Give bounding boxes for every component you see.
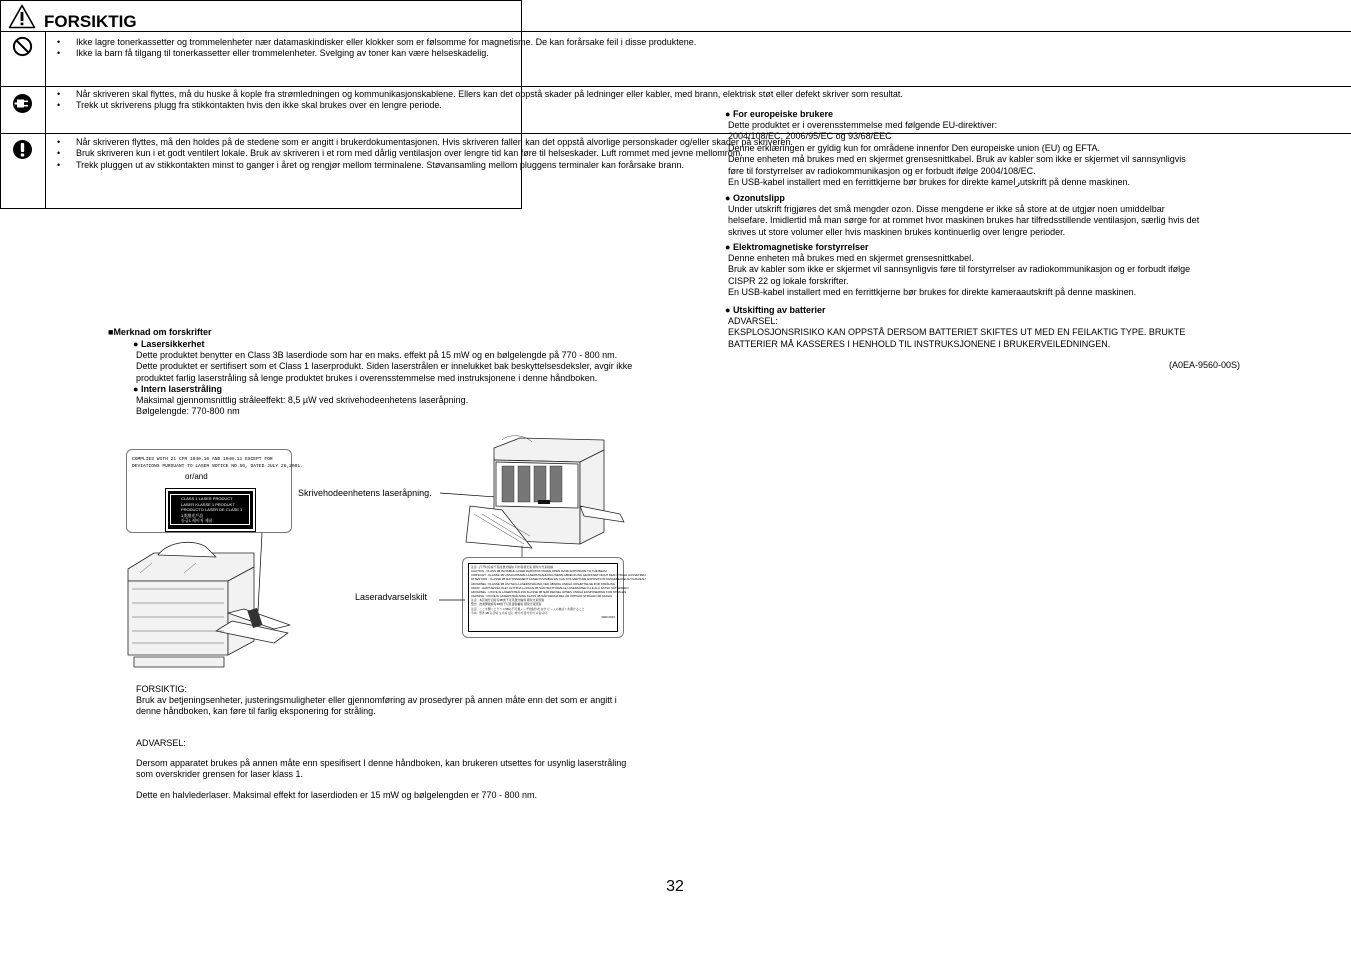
page-number: 32 [666, 878, 684, 895]
prohibition-icon [12, 36, 33, 57]
caution-list [57, 89, 1343, 112]
caution-note-text: Bruk av betjeningsenheter, justeringsmuligheter eller gjennomføring av prosedyrer på annen måte enn det som er angitt i denne håndboken, kan føre til farlig eksponering for stråling. [136, 695, 617, 717]
laser-safety-heading: ● Lasersikkerhet [133, 339, 205, 349]
warning-label-caption: Laseradvarselskilt [355, 592, 428, 602]
or-and-text: or/and [185, 472, 208, 481]
battery-heading: ● Utskifting av batterier [725, 305, 826, 315]
list-item: • Bruk skriveren kun i et godt ventilert lokale. Bruk av skriveren i et rom med dårlig ventilasjon over lengre tid kan føre til helseskader. Luft rommet med jevne mellomrom. [57, 148, 1343, 159]
list-item: • Trekk pluggen ut av stikkontakten minst to ganger i året og rengjør mellom terminalene. Støvansamling mellom pluggens terminaler kan forårsake brann. [57, 160, 1343, 171]
list-item: • Trekk ut skriverens plugg fra stikkontakten hvis den ikke skal brukes over en lengre periode. [57, 100, 1343, 111]
warning-label-leader-line [438, 596, 466, 604]
aperture-caption: Skrivehodeenhetens laseråpning. [298, 488, 432, 498]
emi-text: Denne enheten må brukes med en skjermet grensesnittkabel. Bruk av kabler som ikke er skjermet vil sannsynligvis føre til forstyrrelser av radiokommunikasjon og er forbudt ifølge CISPR 22 og lokale forskrifter. En USB-kabel installert med en ferrittkjerne bør brukes for direkte kameraautskrift på denne maskinen. [728, 253, 1191, 298]
printer-illustration-left [124, 533, 292, 673]
caution-title: FORSIKTIG [44, 12, 137, 31]
caution-note-heading: FORSIKTIG: [136, 684, 188, 694]
list-item: • Når skriveren skal flyttes, må du huske å kople fra strømledningen og kommunikasjonskablene. Ellers kan det oppstå skader på ledninger eller kabler, med brann, elektrisk støt eller defekt skriver som resultat. [57, 89, 1343, 100]
european-text: Dette produktet er i overensstemmelse med følgende EU-direktiver: 2004/108/EC, 2006/95/EC og 93/68/EEC Denne erklæringen er gyldig kun for områdene innenfor Den europeiske union (EU) og EFTA. Denne enheten må brukes med en skjermet grensesnittkabel. Bruk av kabler som ikke er skjermet vil sannsynligvis føre til forstyrrelser av radiokommunikasjon og er forbudt ifølge 2004/108/EC. En USB-kabel installert med en ferrittkjerne bør brukes for direkte kameراutskrift på denne maskinen. [728, 120, 1186, 188]
laser-safety-text: Dette produktet benytter en Class 3B laserdiode som har en maks. effekt på 15 mW og en bølgelengde på 770 - 800 nm. Dette produktet er sertifisert som et Class 1 laserprodukt. Siden laserstrålen er innelukket bak beskyttelsesdeksler, avgir ikke produktet farlig laserstråling så lenge produktet brukes i overensstemmelse med instruksjonene i denne håndboken. [136, 350, 633, 383]
semiconductor-laser-text: Dette en halvlederlaser. Maksimal effekt for laserdioden er 15 mW og bølgelengden er 770 - 800 nm. [136, 790, 538, 800]
internal-laser-text: Maksimal gjennomsnittlig stråleeffekt: 8,5 µW ved skrivehodeenhetens laseråpning. Bølgelengde: 770-800 nm [136, 395, 469, 417]
warning-note-text: Dersom apparatet brukes på annen måte enn spesifisert I denne håndboken, kan brukeren utsettes for usynlig laserstråling som overskrider grensen for laser klass 1. [136, 758, 627, 780]
warning-triangle-icon [8, 4, 36, 29]
internal-laser-heading: ● Intern laserstråling [133, 384, 222, 394]
class1-label: CLASS 1 LASER PRODUCT LASER KLASSE 1 PRODUKT PRODUCTO LASER DE CLASE 1 1类激光产品 등급1 레이저 제품 [166, 489, 255, 531]
list-item: • Når skriveren flyttes, må den holdes på de stedene som er angitt i brukerdokumentasjonen. Hvis skriveren faller, kan det oppstå alvorlige personskader og/eller skader på skriveren. [57, 137, 1343, 148]
battery-text: ADVARSEL: EKSPLOSJONSRISIKO KAN OPPSTÅ DERSOM BATTERIET SKIFTES UT MED EN FEILAKTIG TYPE. BRUKTE BATTERIER MÅ KASSERES I HENHOLD TIL INSTRUKSJONENE I BRUKERVEILEDNINGEN. [728, 316, 1186, 349]
caution-list [57, 37, 1343, 60]
regulations-heading: ■Merknad om forskrifter [108, 327, 212, 337]
emi-heading: ● Elektromagnetiske forstyrrelser [725, 242, 869, 252]
european-heading: ● For europeiske brukere [725, 109, 833, 119]
ozone-heading: ● Ozonutslipp [725, 193, 785, 203]
list-item: • Ikke la barn få tilgang til tonerkassetter eller trommelenheter. Svelging av toner kan være helseskadelig. [57, 48, 1343, 59]
printer-illustration-right [462, 436, 626, 554]
unplug-icon [12, 93, 33, 114]
compliance-text: COMPLIES WITH 21 CFR 1040.10 AND 1040.11 EXCEPT FOR DEVIATIONS PURSUANT TO LASER NOTICE NO.50, DATED JULY 26,2001. [132, 457, 303, 469]
compliance-label-box [126, 449, 303, 533]
document-code: (A0EA-9560-00S) [1168, 360, 1240, 370]
laser-warning-label: 注意 : 打开时有看不见的激光辐射 切勿直视光束 避免与光束接触 CAUTION : CLASS 3B INVISIBLE LASER RADIATION WHEN OPEN AVOID EXPOSURE TO THE BEAM VORSICHT : KLASSE 3B UNSICHTBARE LASERSTRAHLUNG WENN ABDECKUNG GEÖFFNET NICHT DEM STRAHL AUSSETZEN ATTENTION : CLASSE 3B RAYONNEMENT LASER INVISIBLE EN CAS D'OUVERTURE EXPOSITION DANGEREUSE AU FAISCEAU ADVARSEL : KLASSE 3B USYNLIG LASERSTRÅLING VED ÅBNING UNDGÅ UDSÆTTELSE FOR STRÅLING VARO! : AVATTAESSA OLET ALTTIINA LUOKAN 3B NÄKYMÄTTÖMÄLLE LASERSÄTEILYLLE ÄLÄ KATSO SÄTEESEEN ADVARSEL : USYNLIG LASERSTRÅLING KLASSE 3B NÅR DEKSEL ÅPNES UNNGÅ EKSPONERING FOR STRÅLEN VARNING : OSYNLIG LASERSTRÅLNING KLASS 3B NÄR DENNA DEL ÄR ÖPPNAD STRÅLEN ÄR FARLIG 注意 : 本区域开启时有3B类不可见激光辐射 避免光束照射 警告 : 此處開啟時有3B級不可見雷射輻射 避免光束照射 注意 : ここを開くとクラス3Bの不可視レーザ放射が出ます ビームの被ばくを避けること 주의 : 열면 3B 등급의 보이지 않는 레이저 방사선이 나옵니다 4060-0001 [468, 563, 618, 632]
warning-note-heading: ADVARSEL: [136, 738, 186, 748]
list-item: • Ikke lagre tonerkassetter og trommelenheter nær datamaskindisker eller klokker som er følsomme for magnetisme. De kan forårsake feil i disse produktene. [57, 37, 1343, 48]
exclamation-icon [12, 139, 33, 160]
laser-warning-label-box [462, 557, 646, 638]
caution-row [0, 32, 1351, 87]
ozone-text: Under utskrift frigjøres det små mengder ozon. Disse mengdene er ikke så store at de utgjør noen umiddelbar helsefare. Imidlertid må man sørge for at rommet hvor maskinen brukes har tilfredsstillende ventilasjon, særlig hvis det skrives ut store volumer eller hvis maskinen brukes kontinuerlig over lengre perioder. [728, 204, 1200, 237]
caution-header [0, 0, 1351, 32]
